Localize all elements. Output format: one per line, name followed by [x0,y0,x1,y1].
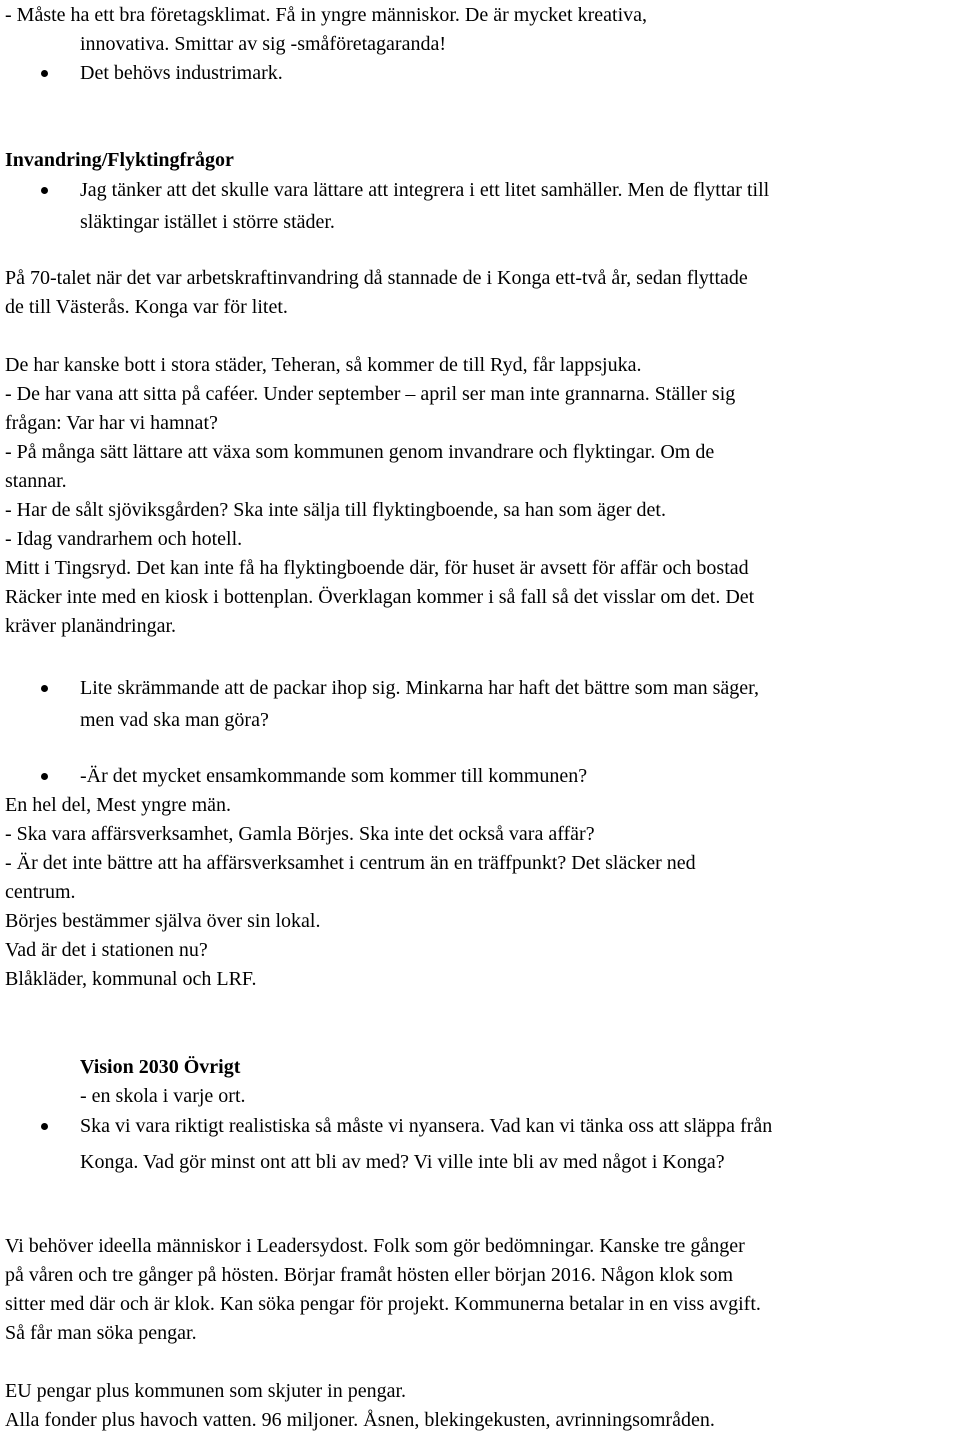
text-line: - Idag vandrarhem och hotell. [5,528,243,550]
text-line: Räcker inte med en kiosk i bottenplan. Överklagan kommer i så fall så det visslar om det. Det [5,586,755,608]
bullet-icon [41,685,48,692]
text-line: De har kanske bott i stora städer, Teheran, så kommer de till Ryd, får lappsjuka. [5,354,642,376]
text-line: släktingar istället i större städer. [80,211,335,233]
text-line: - Ska vara affärsverksamhet, Gamla Börjes. Ska inte det också vara affär? [5,823,595,845]
text-line: Blåkläder, kommunal och LRF. [5,968,257,990]
text-line: Vad är det i stationen nu? [5,939,208,961]
text-line: sitter med där och är klok. Kan söka pengar för projekt. Kommunerna betalar in en viss avgift. [5,1293,761,1315]
text-line: centrum. [5,881,76,903]
text-line: - De har vana att sitta på caféer. Under september – april ser man inte grannarna. Ställer sig [5,383,736,405]
text-line: Konga. Vad gör minst ont att bli av med? Vi ville inte bli av med något i Konga? [80,1151,725,1173]
bullet-icon [41,773,48,780]
text-line: Mitt i Tingsryd. Det kan inte få ha flyktingboende där, för huset är avsett för affär och bostad [5,557,749,579]
text-line: de till Västerås. Konga var för litet. [5,296,288,318]
text-line: Vi behöver ideella människor i Leadersydost. Folk som gör bedömningar. Kanske tre gånger [5,1235,745,1257]
text-line: Lite skrämmande att de packar ihop sig. Minkarna har haft det bättre som man säger, [80,677,759,699]
text-line: - På många sätt lättare att växa som kommunen genom invandrare och flyktingar. Om de [5,441,715,463]
text-line: frågan: Var har vi hamnat? [5,412,218,434]
text-line: kräver planändringar. [5,615,177,637]
bullet-icon [41,1123,48,1130]
text-line: - Är det inte bättre att ha affärsverksamhet i centrum än en träffpunkt? Det släcker ned [5,852,696,874]
text-line: Alla fonder plus havoch vatten. 96 miljoner. Åsnen, blekingekusten, avrinningsområden. [5,1409,715,1431]
text-line: EU pengar plus kommunen som skjuter in pengar. [5,1380,407,1402]
section-heading: Vision 2030 Övrigt [80,1056,241,1078]
bullet-icon [41,70,48,77]
text-line: -Är det mycket ensamkommande som kommer till kommunen? [80,765,588,787]
text-line: En hel del, Mest yngre män. [5,794,232,816]
text-line: Börjes bestämmer själva över sin lokal. [5,910,321,932]
text-line: Så får man söka pengar. [5,1322,197,1344]
section-heading: Invandring/Flyktingfrågor [5,149,234,171]
text-line: innovativa. Smittar av sig -småföretagaranda! [80,33,446,55]
text-line: - Måste ha ett bra företagsklimat. Få in yngre människor. De är mycket kreativa, [5,4,648,26]
text-line: - Har de sålt sjöviksgården? Ska inte sälja till flyktingboende, sa han som äger det. [5,499,666,521]
bullet-icon [41,187,48,194]
text-line: På 70-talet när det var arbetskraftinvandring då stannade de i Konga ett-två år, sedan flyttade [5,267,748,289]
text-line: på våren och tre gånger på hösten. Börjar framåt hösten eller början 2016. Någon klok som [5,1264,734,1286]
text-line: Det behövs industrimark. [80,62,283,84]
text-line: stannar. [5,470,67,492]
text-line: men vad ska man göra? [80,709,269,731]
text-line: Jag tänker att det skulle vara lättare att integrera i ett litet samhäller. Men de flyttar till [80,179,770,201]
text-line: - en skola i varje ort. [80,1085,246,1107]
text-line: Ska vi vara riktigt realistiska så måste vi nyansera. Vad kan vi tänka oss att släppa från [80,1115,773,1137]
